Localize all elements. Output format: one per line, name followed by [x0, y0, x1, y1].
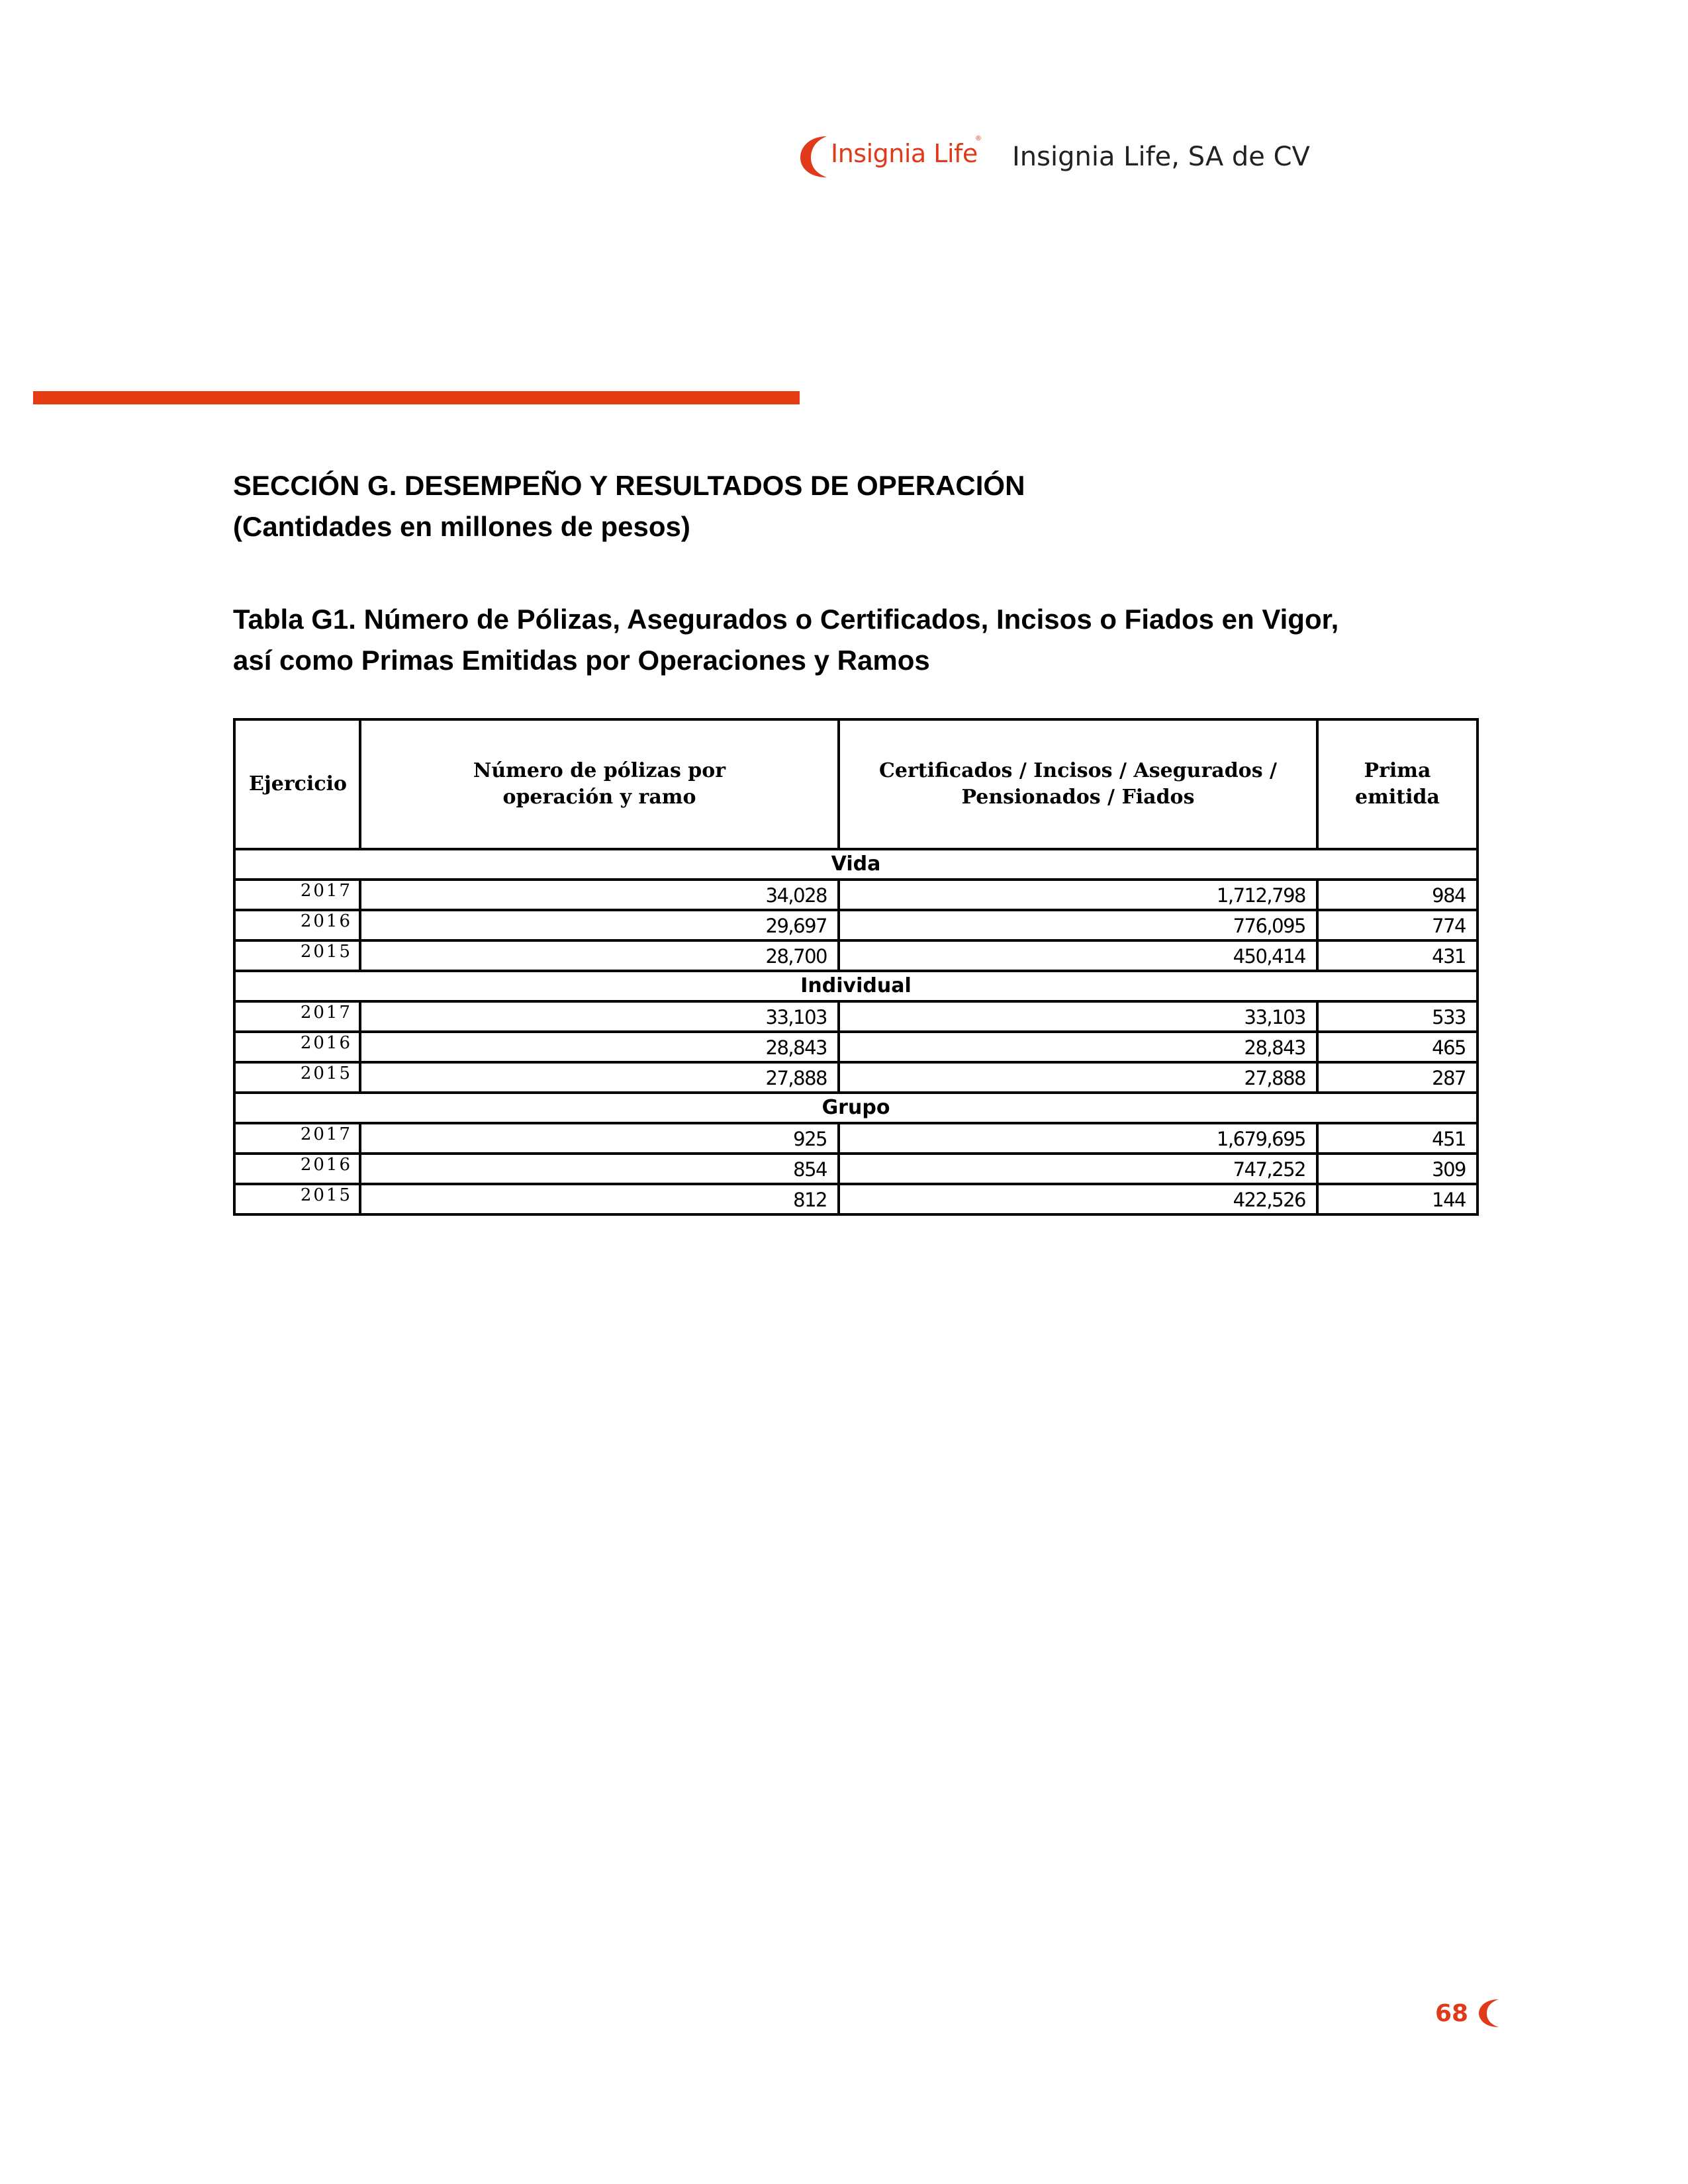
- table-row: [234, 880, 1477, 910]
- year-cell: 2015: [234, 940, 360, 971]
- insignia-life-logo: [796, 132, 995, 185]
- year-cell: 2017: [234, 1001, 360, 1032]
- polizas-cell: 34,028: [360, 880, 839, 910]
- year-cell: 2016: [234, 1154, 360, 1184]
- prima-cell: 451: [1317, 1123, 1477, 1154]
- certificados-cell: 1,712,798: [839, 880, 1317, 910]
- certificados-cell: 422,526: [839, 1184, 1317, 1214]
- prima-cell: 984: [1317, 880, 1477, 910]
- section-title: SECCIÓN G. DESEMPEÑO Y RESULTADOS DE OPERACIÓN: [233, 470, 1025, 501]
- table-row: [234, 1154, 1477, 1184]
- page-header: [796, 132, 1392, 185]
- group-individual: Individual: [234, 971, 1477, 1001]
- table-title-line-2: así como Primas Emitidas por Operaciones y Ramos: [233, 645, 930, 676]
- certificados-cell: 747,252: [839, 1154, 1317, 1184]
- table-g1: [233, 718, 1479, 1216]
- polizas-cell: 812: [360, 1184, 839, 1214]
- group-vida: Vida: [234, 849, 1477, 880]
- table-title-line-1: Tabla G1. Número de Pólizas, Asegurados o Certificados, Incisos o Fiados en Vigor,: [233, 604, 1339, 635]
- certificados-cell: 33,103: [839, 1001, 1317, 1032]
- header-polizas: Número de pólizas por operación y ramo: [360, 719, 839, 849]
- prima-cell: 287: [1317, 1062, 1477, 1093]
- header-ejercicio: Ejercicio: [234, 719, 360, 849]
- prima-cell: 774: [1317, 910, 1477, 940]
- section-heading: [233, 465, 1491, 547]
- polizas-cell: 29,697: [360, 910, 839, 940]
- header-prima: Prima emitida: [1317, 719, 1477, 849]
- company-name: Insignia Life, SA de CV: [1012, 142, 1310, 172]
- prima-cell: 533: [1317, 1001, 1477, 1032]
- crescent-moon-icon: [796, 132, 836, 179]
- table-header-row: [234, 719, 1477, 849]
- table-row: [234, 1032, 1477, 1062]
- logo-trademark: ®: [975, 135, 982, 142]
- crescent-moon-icon: [1476, 1997, 1505, 2029]
- prima-cell: 309: [1317, 1154, 1477, 1184]
- year-cell: 2017: [234, 880, 360, 910]
- prima-cell: 144: [1317, 1184, 1477, 1214]
- polizas-cell: 27,888: [360, 1062, 839, 1093]
- polizas-cell: 33,103: [360, 1001, 839, 1032]
- polizas-cell: 28,700: [360, 940, 839, 971]
- prima-cell: 465: [1317, 1032, 1477, 1062]
- polizas-cell: 925: [360, 1123, 839, 1154]
- orange-divider-bar: [33, 391, 800, 404]
- certificados-cell: 1,679,695: [839, 1123, 1317, 1154]
- table-title: [233, 599, 1475, 681]
- certificados-cell: 776,095: [839, 910, 1317, 940]
- group-grupo: Grupo: [234, 1093, 1477, 1123]
- certificados-cell: 27,888: [839, 1062, 1317, 1093]
- page-number: 68: [1435, 2000, 1469, 2027]
- header-certificados: Certificados / Incisos / Asegurados / Pensionados / Fiados: [839, 719, 1317, 849]
- year-cell: 2015: [234, 1062, 360, 1093]
- table-row: [234, 1062, 1477, 1093]
- section-subtitle: (Cantidades en millones de pesos): [233, 511, 690, 542]
- certificados-cell: 28,843: [839, 1032, 1317, 1062]
- table-row: [234, 1001, 1477, 1032]
- logo-wordmark: Insignia Life: [831, 139, 978, 168]
- certificados-cell: 450,414: [839, 940, 1317, 971]
- table-row: [234, 910, 1477, 940]
- polizas-cell: 854: [360, 1154, 839, 1184]
- year-cell: 2016: [234, 910, 360, 940]
- table-row: [234, 1123, 1477, 1154]
- table-row: [234, 940, 1477, 971]
- year-cell: 2016: [234, 1032, 360, 1062]
- year-cell: 2017: [234, 1123, 360, 1154]
- table-row: [234, 1184, 1477, 1214]
- polizas-cell: 28,843: [360, 1032, 839, 1062]
- prima-cell: 431: [1317, 940, 1477, 971]
- year-cell: 2015: [234, 1184, 360, 1214]
